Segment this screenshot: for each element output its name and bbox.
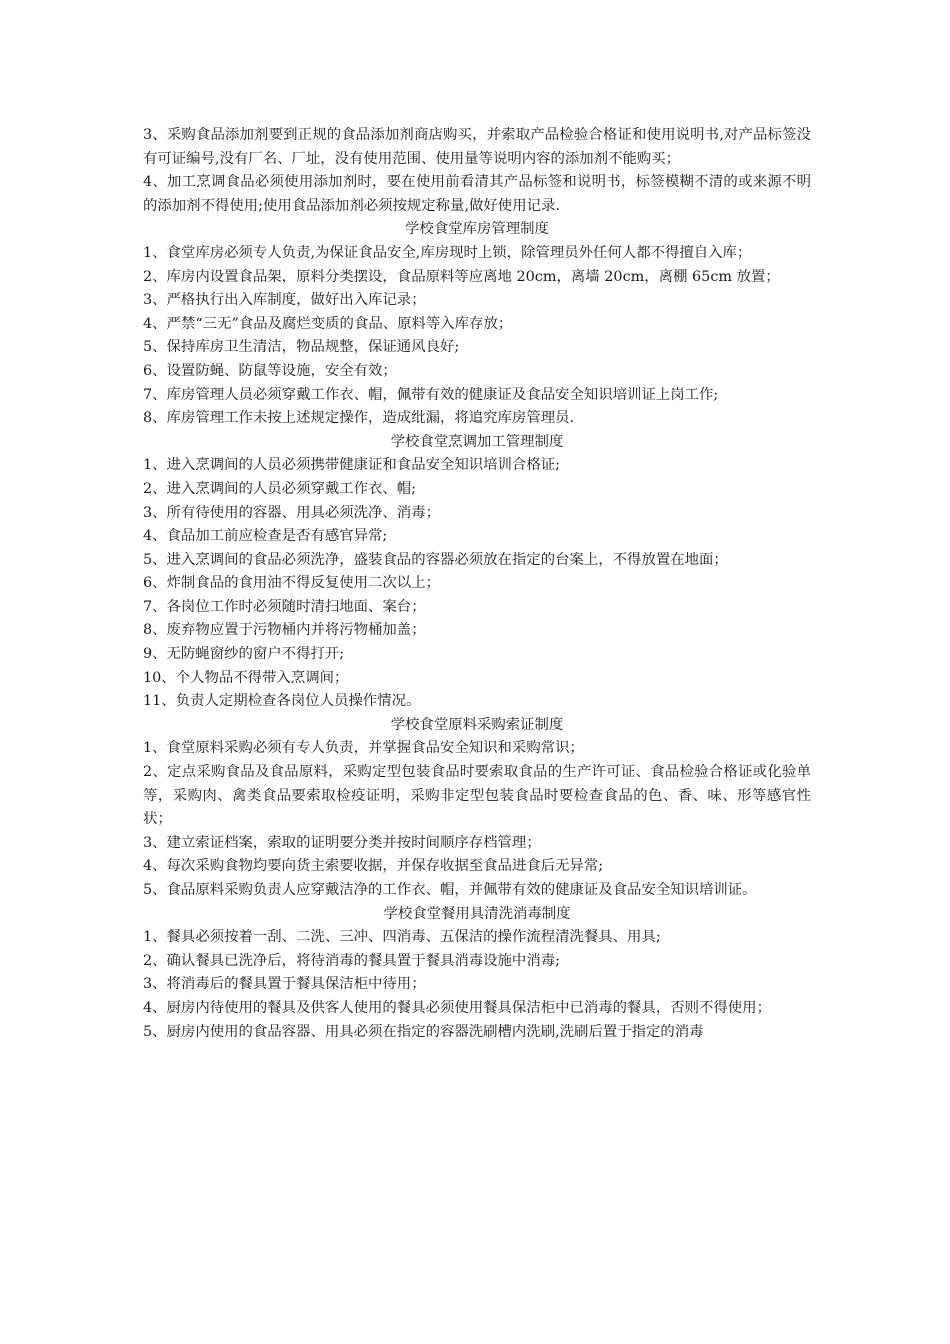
paragraph: 4、严禁“三无”食品及腐烂变质的食品、原料等入库存放；: [143, 315, 513, 332]
paragraph: 8、库房管理工作未按上述规定操作，造成纰漏，将追究库房管理员.: [143, 410, 575, 427]
paragraph: 5、食品原料采购负责人应穿戴洁净的工作衣、帽，并佩带有效的健康证及食品安全知识培训证。: [143, 882, 757, 898]
paragraph: 5、保持库房卫生清洁，物品规整，保证通风良好;: [143, 339, 460, 356]
paragraph: 1、食堂原料采购必须有专人负责，并掌握食品安全知识和采购常识；: [143, 740, 584, 757]
section-heading: 学校食堂烹调加工管理制度: [390, 433, 564, 450]
section-heading: 学校食堂原料采购索证制度: [390, 716, 564, 733]
document-body: [143, 124, 811, 1044]
paragraph: 3、采购食品添加剂要到正规的食品添加剂商店购买，并索取产品检验合格证和使用说明书,对产品标签没有可证编号,没有厂名、厂址，没有使用范围、使用量等说明内容的添加剂不能购买；: [143, 127, 811, 167]
section-heading: 学校食堂餐用具清洗消毒制度: [383, 905, 571, 922]
section-heading: 学校食堂库房管理制度: [405, 221, 549, 238]
paragraph: 3、将消毒后的餐具置于餐具保洁柜中待用；: [143, 976, 426, 993]
paragraph: 1、餐具必须按着一刮、二洗、三冲、四消毒、五保洁的操作流程清洗餐具、用具;: [143, 929, 661, 946]
paragraph: 2、进入烹调间的人员必须穿戴工作衣、帽;: [143, 480, 417, 497]
paragraph: 4、加工烹调食品必须使用添加剂时，要在使用前看清其产品标签和说明书，标签模糊不清的或来源不明的添加剂不得使用;使用食品添加剂必须按规定称量,做好使用记录.: [143, 174, 811, 214]
paragraph: 4、每次采购食物均要向货主索要收据，并保存收据至食品进食后无异常;: [143, 858, 604, 875]
paragraph: 4、厨房内待使用的餐具及供客人使用的餐具必须使用餐具保洁柜中已消毒的餐具，否则不得使用；: [143, 999, 771, 1016]
paragraph: 9、无防蝇窗纱的窗户不得打开;: [143, 646, 345, 663]
paragraph: 3、建立索证档案，索取的证明要分类并按时间顺序存档管理；: [143, 834, 541, 851]
paragraph: 2、定点采购食品及食品原料，采购定型包装食品时要索取食品的生产许可证、食品检验合格证或化验单等，采购肉、禽类食品要索取检疫证明，采购非定型包装食品时要检查食品的色、香、味、形等感官性状；: [143, 764, 811, 828]
paragraph: 1、食堂库房必须专人负责,为保证食品安全,库房现时上锁，除管理员外任何人都不得擅自入库；: [143, 244, 752, 261]
paragraph: 4、食品加工前应检查是否有感官异常;: [143, 528, 388, 545]
paragraph: 7、各岗位工作时必须随时清扫地面、案台；: [143, 598, 426, 615]
paragraph: 6、设置防蝇、防鼠等设施，安全有效；: [143, 362, 397, 379]
paragraph: 5、进入烹调间的食品必须洗净，盛装食品的容器必须放在指定的台案上，不得放置在地面；: [143, 551, 728, 568]
paragraph: 10、个人物品不得带入烹调间；: [143, 669, 349, 686]
paragraph: 11、负责人定期检查各岗位人员操作情况。: [143, 693, 421, 710]
paragraph: 2、库房内设置食品架，原料分类摆设，食品原料等应离地 20cm，离墙 20cm，离棚 65cm 放置；: [143, 268, 780, 285]
paragraph: 2、确认餐具已洗净后，将待消毒的餐具置于餐具消毒设施中消毒;: [143, 952, 560, 969]
paragraph: 8、废弃物应置于污物桶内并将污物桶加盖；: [143, 622, 426, 639]
paragraph: 3、所有待使用的容器、用具必须洗净、消毒；: [143, 504, 440, 521]
paragraph: 6、炸制食品的食用油不得反复使用二次以上；: [143, 575, 440, 592]
paragraph: 5、厨房内使用的食品容器、用具必须在指定的容器洗刷槽内洗刷,洗刷后置于指定的消毒: [143, 1023, 704, 1040]
paragraph: 3、严格执行出入库制度，做好出入库记录；: [143, 292, 426, 309]
paragraph: 7、库房管理人员必须穿戴工作衣、帽，佩带有效的健康证及食品安全知识培训证上岗工作;: [143, 386, 719, 403]
paragraph: 1、进入烹调间的人员必须携带健康证和食品安全知识培训合格证;: [143, 457, 560, 474]
